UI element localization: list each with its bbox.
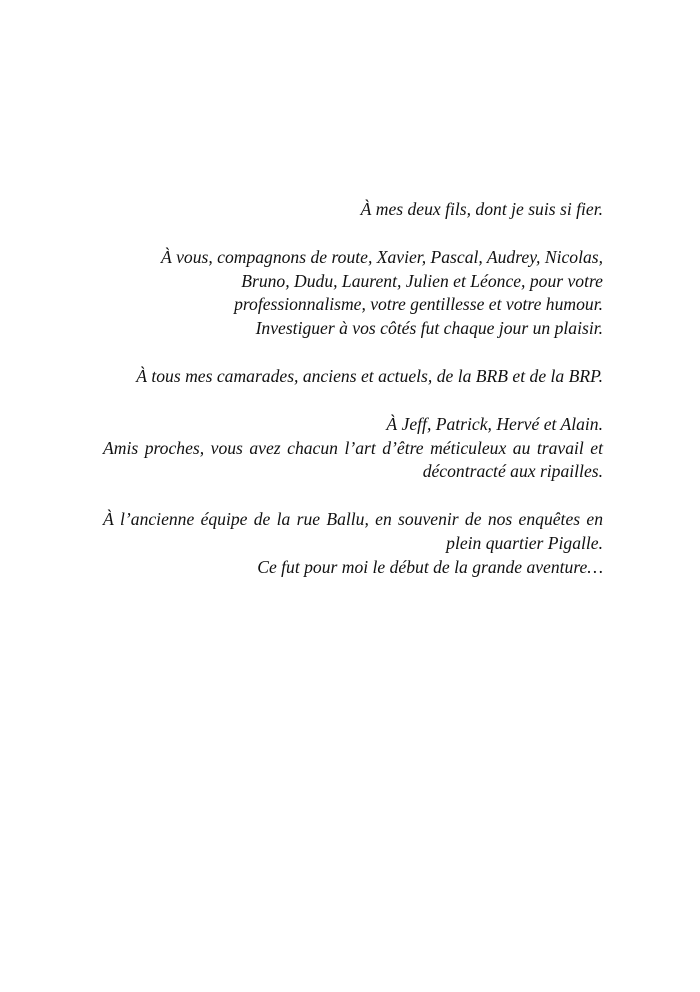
dedication-line: À tous mes camarades, anciens et actuels, de la BRB et de la BRP. (136, 365, 603, 386)
dedication-line: professionnalisme, votre gentillesse et votre humour. (234, 294, 603, 315)
dedication-comrades (103, 365, 603, 389)
dedication-line: Ce fut pour moi le début de la grande aventure… (257, 556, 603, 577)
dedication-ballu-team (103, 508, 603, 579)
dedication-line: À l’ancienne équipe de la rue Ballu, en souvenir de nos enquêtes en (103, 509, 603, 530)
dedication-line: plein quartier Pigalle. (446, 532, 603, 553)
dedication-line: décontracté aux ripailles. (422, 461, 603, 482)
dedication-friends (103, 413, 603, 484)
dedication-block (103, 198, 603, 604)
dedication-line: À mes deux fils, dont je suis si fier. (360, 199, 603, 219)
dedication-line: À Jeff, Patrick, Hervé et Alain. (386, 413, 603, 434)
dedication-sons (103, 198, 603, 222)
dedication-line: À vous, compagnons de route, Xavier, Pascal, Audrey, Nicolas, (160, 246, 603, 267)
dedication-line: Bruno, Dudu, Laurent, Julien et Léonce, pour votre (241, 270, 603, 291)
dedication-companions (103, 246, 603, 341)
dedication-line: Amis proches, vous avez chacun l’art d’être méticuleux au travail et (103, 437, 603, 458)
dedication-line: Investiguer à vos côtés fut chaque jour un plaisir. (255, 318, 603, 339)
